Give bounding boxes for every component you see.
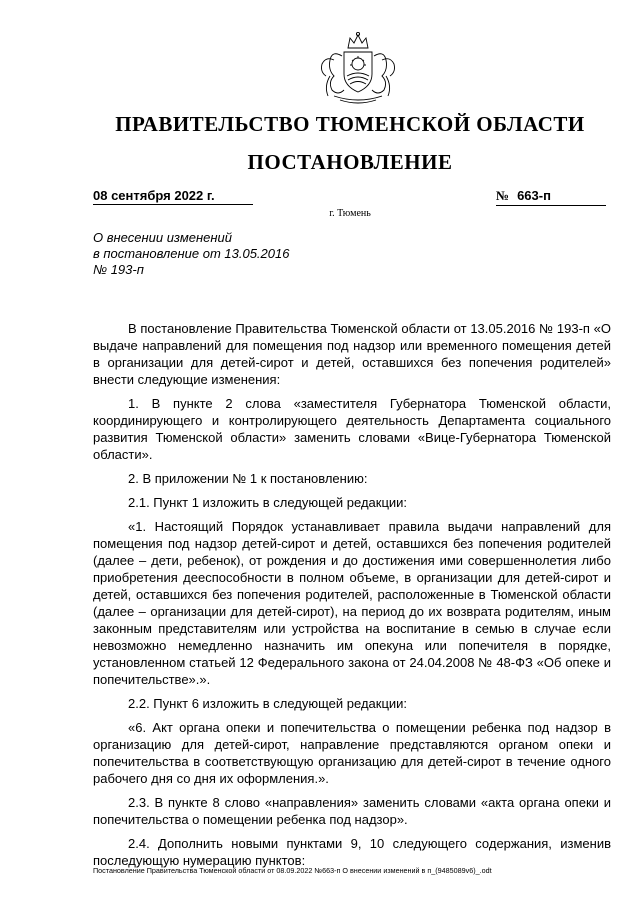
- body-paragraph: 2.2. Пункт 6 изложить в следующей редакции:: [128, 696, 408, 711]
- subject-line: в постановление от 13.05.2016: [93, 246, 290, 261]
- body-paragraph: «6. Акт органа опеки и попечительства о помещении ребенка под надзор в организацию для детей-сирот, направление представляются органом опеки и попечительства в соответствующую организацию для детей-сирот в течение одного рабочего дня со дня их оформления.».: [93, 720, 611, 786]
- organization-title: ПРАВИТЕЛЬСТВО ТЮМЕНСКОЙ ОБЛАСТИ: [115, 112, 585, 136]
- city-label: г. Тюмень: [329, 208, 371, 219]
- body-paragraph: 2.3. В пункте 8 слово «направления» заменить словами «акта органа опеки и попечительства о помещении ребенка под надзор».: [93, 795, 611, 827]
- body-paragraph: 2. В приложении № 1 к постановлению:: [128, 471, 368, 486]
- body-paragraph: 2.1. Пункт 1 изложить в следующей редакции:: [128, 495, 408, 510]
- document-subject: [93, 230, 353, 278]
- document-body: [93, 320, 611, 876]
- body-paragraph: В постановление Правительства Тюменской области от 13.05.2016 № 193-п «О выдаче направлений для помещения под надзор или временного помещения детей в организации для детей-сирот и детей, оставшихся без попечения родителей» внести следующие изменения:: [93, 321, 611, 387]
- number-symbol: №: [496, 188, 510, 203]
- document-type-title: ПОСТАНОВЛЕНИЕ: [247, 150, 453, 174]
- body-paragraph: «1. Настоящий Порядок устанавливает правила выдачи направлений для помещения под надзор детей-сирот и детей, оставшихся без попечения родителей (далее – дети, ребенок), от рождения и до достижения ими совершеннолетия либо приобретения дееспособности в полном объеме, в организации для детей-сирот и детей, оставшихся без попечения родителей, расположенные в Тюменской области (далее – организации для детей-сирот), на период до их возврата родителям, иным законным представителям или устройства на воспитание в семью в случае если невозможно немедленно назначить им опекуна или попечителя в порядке, установленном статьей 12 Федерального закона от 24.04.2008 № 48-ФЗ «Об опеке и попечительстве».».: [93, 519, 611, 687]
- document-date: 08 сентября 2022 г.: [93, 188, 253, 205]
- document-number: 663-п: [517, 188, 551, 203]
- body-paragraph: 2.4. Дополнить новыми пунктами 9, 10 следующего содержания, изменив последующую нумерацию пунктов:: [93, 836, 611, 868]
- page-footer: Постановление Правительства Тюменской области от 08.09.2022 №663-п О внесении изменений в п_(9485089v6)_.odt: [93, 866, 492, 875]
- subject-line: № 193-п: [93, 262, 144, 277]
- body-paragraph: 1. В пункте 2 слова «заместителя Губернатора Тюменской области, координирующего и контролирующего деятельность Департамента социального развития Тюменской области» заменить словами «Вице-Губернатора Тюменской области».: [93, 396, 611, 462]
- subject-line: О внесении изменений: [93, 230, 232, 245]
- coat-of-arms-emblem: [312, 30, 404, 104]
- document-number-field: [496, 188, 606, 206]
